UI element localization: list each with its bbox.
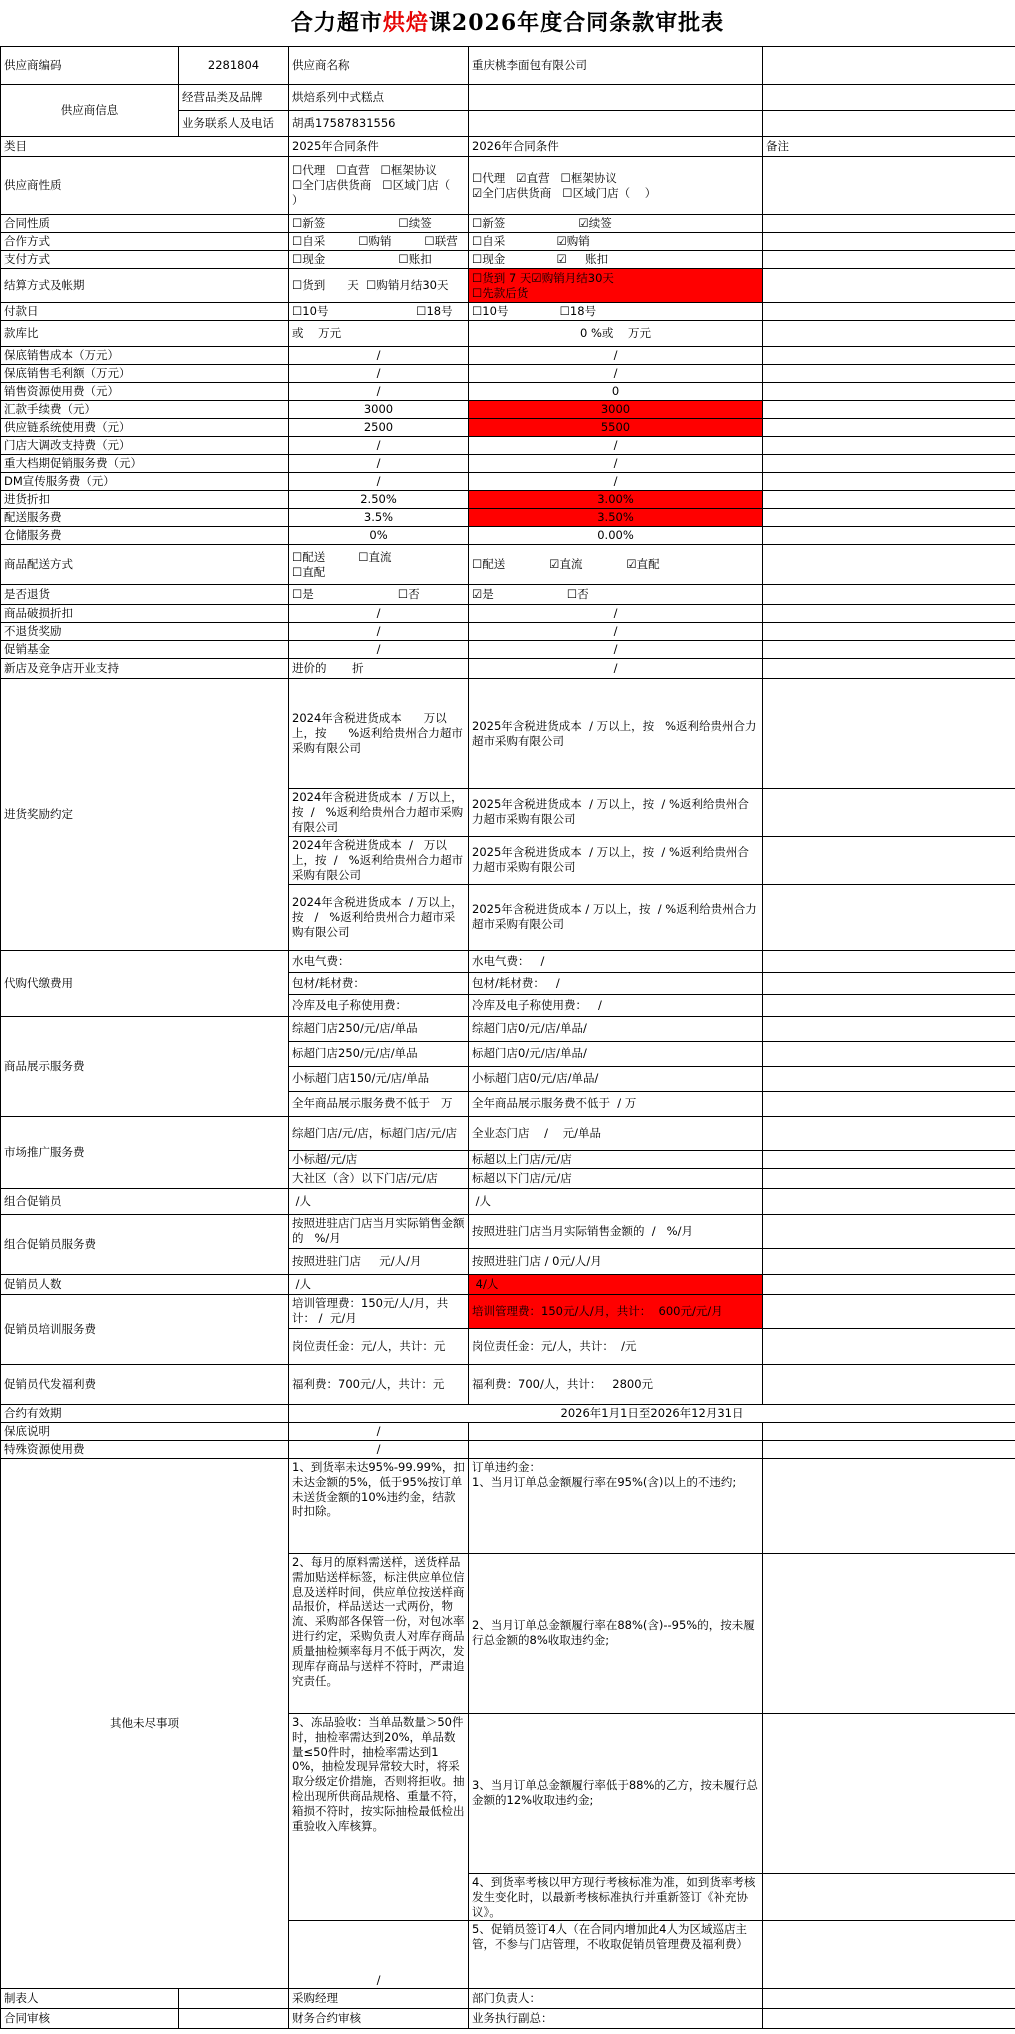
footer-row-2: 合同审核 财务合约审核 业务执行副总：	[1, 2009, 1015, 2029]
supplier-code-row: 供应商编码 2281804 供应商名称 重庆桃李面包有限公司	[1, 47, 1015, 85]
header-row: 类目 2025年合同条件 2026年合同条件 备注	[1, 137, 1015, 157]
row-settle: 结算方式及帐期 ☐货到 天 ☐购销月结30天 ☐货到 7 天☑购销月结30天 ☐先款后货	[1, 269, 1015, 303]
row-pay: 支付方式 ☐现金 ☐账扣 ☐现金 ☑ 账扣	[1, 251, 1015, 269]
row-stock-ratio: 款库比 或 万元 0 %或 万元	[1, 321, 1015, 347]
training-row: 促销员培训服务费 培训管理费：150元/人/月，共计： / 元/月 培训管理费：150元/人/月，共计： 600元/元/月	[1, 1294, 1015, 1328]
rebate-row: 进货奖励约定 2024年含税进货成本 万以上，按 %返利给贵州合力超市采购有限公司 2025年含税进货成本 / 万以上，按 %返利给贵州合力超市采购有限公司	[1, 679, 1015, 789]
agency-row: 代购代缴费用 水电气费： 水电气费： /	[1, 950, 1015, 972]
display-row: 商品展示服务费 综超门店250/元/店/单品 综超门店0/元/店/单品/	[1, 1016, 1015, 1041]
title-highlight: 烘焙	[382, 10, 429, 36]
supplier-code: 2281804	[179, 47, 289, 85]
page-title: 合力超市烘焙课2026年度合同条款审批表	[290, 10, 725, 36]
combo-fee-row: 组合促销员服务费 按照进驻店门店当月实际销售金额的 %/月 按照进驻门店当月实际销售金额的 / %/月	[1, 1214, 1015, 1248]
footer-row-1: 制表人 采购经理 部门负责人：	[1, 1989, 1015, 2009]
validity-value: 2026年1月1日至2026年12月31日	[289, 1404, 1015, 1422]
market-row: 市场推广服务费 综超门店/元/店，标超门店/元/店 全业态门店 / 元/单品	[1, 1116, 1015, 1150]
supplier-brand: 烘焙系列中式糕点	[289, 85, 469, 111]
other-row: 其他未尽事项 1、到货率未达95%-99.99%，扣未达金额的5%，低于95%按订单未送货金额的10%违约金，结款时扣除。 订单违约金： 1、当月订单总金额履行率在95%(含)以上的不违约;	[1, 1458, 1015, 1553]
row-pay-day: 付款日 ☐10号 ☐18号 ☐10号 ☐18号	[1, 303, 1015, 321]
supplier-name: 重庆桃李面包有限公司	[469, 47, 763, 85]
approval-table: 供应商编码 2281804 供应商名称 重庆桃李面包有限公司 供应商信息 经营品类及品牌 烘焙系列中式糕点 业务联系人及电话 胡禹17587831556 类目 2025年合同条件 2026年合同条件 备注 供应商性质 ☐代理 ☐直营 ☐框架协议 ☐全门店供货商 ☐区域门店（ ） ☐代理 ☑直营 ☐框架协议 ☑全门店供货商 ☐区域门店（ ） 合同性质 ☐新签 ☐续签 ☐新签 ☑续签 合作方式 ☐自采 ☐购销 ☐联营 ☐自采 ☑购销 支付方式 ☐现金 ☐账扣 ☐现金 ☑ 账扣 结算方式及帐期 ☐货到 天 ☐购销月结30天 ☐货到 7 天☑购销月结30天 ☐先款后货 付款日 ☐10号 ☐18号 ☐10号 ☐18号 款库比 或 万元 0 %或 万元 保底销售成本（万元） / / 保底销售毛利额（万元） / / 销售资源使用费（元） / 0 汇款手续费（元） 3000 3000 供应链系统使用费（元） 2500 5500 门店大调改支持费（元） / / 重大档期促销服务费（元） / / DM宣传服务费（元） / / 进货折扣 2.50% 3.00% 配送服务费 3.5% 3.50% 仓储服务费 0% 0.00% 商品配送方式 ☐配送 ☐直流 ☐直配 ☐配送 ☑直流 ☑直配 是否退货 ☐是 ☐否 ☑是 ☐否 商品破损折扣 / / 不退货奖励 / / 促销基金 / / 新店及竞争店开业支持 进价的 折 / 进货奖励约定 2024年含税进货成本 万以上，按 %返利给贵州合力超市采购有限公司 2025年含税进货成本 / 万以上，按 %返利给贵州合力超市采购有限公司 2024年含税进货成本 / 万以上，按 / %返利给贵州合力超市采购有限公司 2025年含税进货成本 / 万以上，按 / %返利给贵州合力超市采购有限公司 2024年含税进货成本 / 万以上，按 / %返利给贵州合力超市采购有限公司 2025年含税进货成本 / 万以上，按 / %返利给贵州合力超市采购有限公司 2024年含税进货成本 / 万以上，按 / %返利给贵州合力超市采购有限公司 2025年含税进货成本 / 万以上，按 / %返利给贵州合力超市采购有限公司 代购代缴费用 水电气费： 水电气费： / 包材/耗材费： 包材/耗材费： / 冷库及电子称使用费： 冷库及电子称使用费： / 商品展示服务费 综超门店250/元/店/单品 综超门店0/元/店/单品/ 标超门店250/元/店/单品 标超门店0/元/店/单品/ 小标超门店150/元/店/单品 小标超门店0/元/店/单品/ 全年商品展示服务费不低于 万 全年商品展示服务费不低于 / 万 市场推广服务费 综超门店/元/店，标超门店/元/店 全业态门店 / 元/单品 小标超/元/店 标超以上门店/元/店 大社区（含）以下门店/元/店 标超以下门店/元/店 组合促销员 /人 /人 组合促销员服务费 按照进驻店门店当月实际销售金额的 %/月 按照进驻门店当月实际销售金额的 / %/月 按照进驻门店 元/人/月 按照进驻门店 / 0元/人/月 促销员人数 /人 4/人 促销员培训服务费 培训管理费：150元/人/月，共计： / 元/月 培训管理费：150元/人/月，共计： 600元/元/月 岗位责任金：元/人，共计：元 岗位责任金：元/人，共计： /元 促销员代发福利费 福利费：700元/人，共计：元 福利费：700/人，共计： 2800元 合约有效期 2026年1月1日至2026年12月31日 保底说明 / 特殊资源使用费 / 其他未尽事项 1、到货率未达95%-99.99%，扣未达金额的5%，低于95%按订单未送货金额的10%违约金，结款时扣除。 订单违约金： 1、当月订单总金额履行率在95%(含)以上的不违约; 2、每月的原料需送样，送货样品需加贴送样标签，标注供应单位信息及送样时间，供应单位按送样商品报价，样品送达一式两份，物流、采购部各保管一份，对包冰率进行约定，采购负责人对库存商品质量抽检频率每月不低于两次，发现库存商品与送样不符时，严肃追究责任。 2、当月订单总金额履行率在88%(含)--95%的，按未履行总金额的8%收取违约金; 3、冻品验收：当单品数量＞50件时，抽检率需达到20%，单品数量≤50件时，抽检率需达到10%，抽检发现异常较大时，将采取分级定价措施，否则将拒收。抽检出现所供商品规格、重量不符，箱损不符时，按实际抽检最低检出重验收入库核算。 3、当月订单总金额履行率低于88%的乙方，按未履行总金额的12%收取违约金; 4、到货率考核以甲方现行考核标准为准，如到货率考核发生变化时，以最新考核标准执行并重新签订《补充协议》。 / 5、促销员签订4人（在合同内增加此4人为区域巡店主管，不参与门店管理，不收取促销员管理费及福利费） 制表人 采购经理 部门负责人： 合同审核 财务合约审核 业务执行副总：	[0, 46, 1015, 2029]
row-nature: 供应商性质 ☐代理 ☐直营 ☐框架协议 ☐全门店供货商 ☐区域门店（ ） ☐代理 ☑直营 ☐框架协议 ☑全门店供货商 ☐区域门店（ ）	[1, 157, 1015, 215]
row-delivery-mode: 商品配送方式 ☐配送 ☐直流 ☐直配 ☐配送 ☑直流 ☑直配	[1, 545, 1015, 585]
row-coop: 合作方式 ☐自采 ☐购销 ☐联营 ☐自采 ☑购销	[1, 233, 1015, 251]
row-contract-type: 合同性质 ☐新签 ☐续签 ☐新签 ☑续签	[1, 215, 1015, 233]
supplier-contact: 胡禹17587831556	[289, 111, 469, 137]
